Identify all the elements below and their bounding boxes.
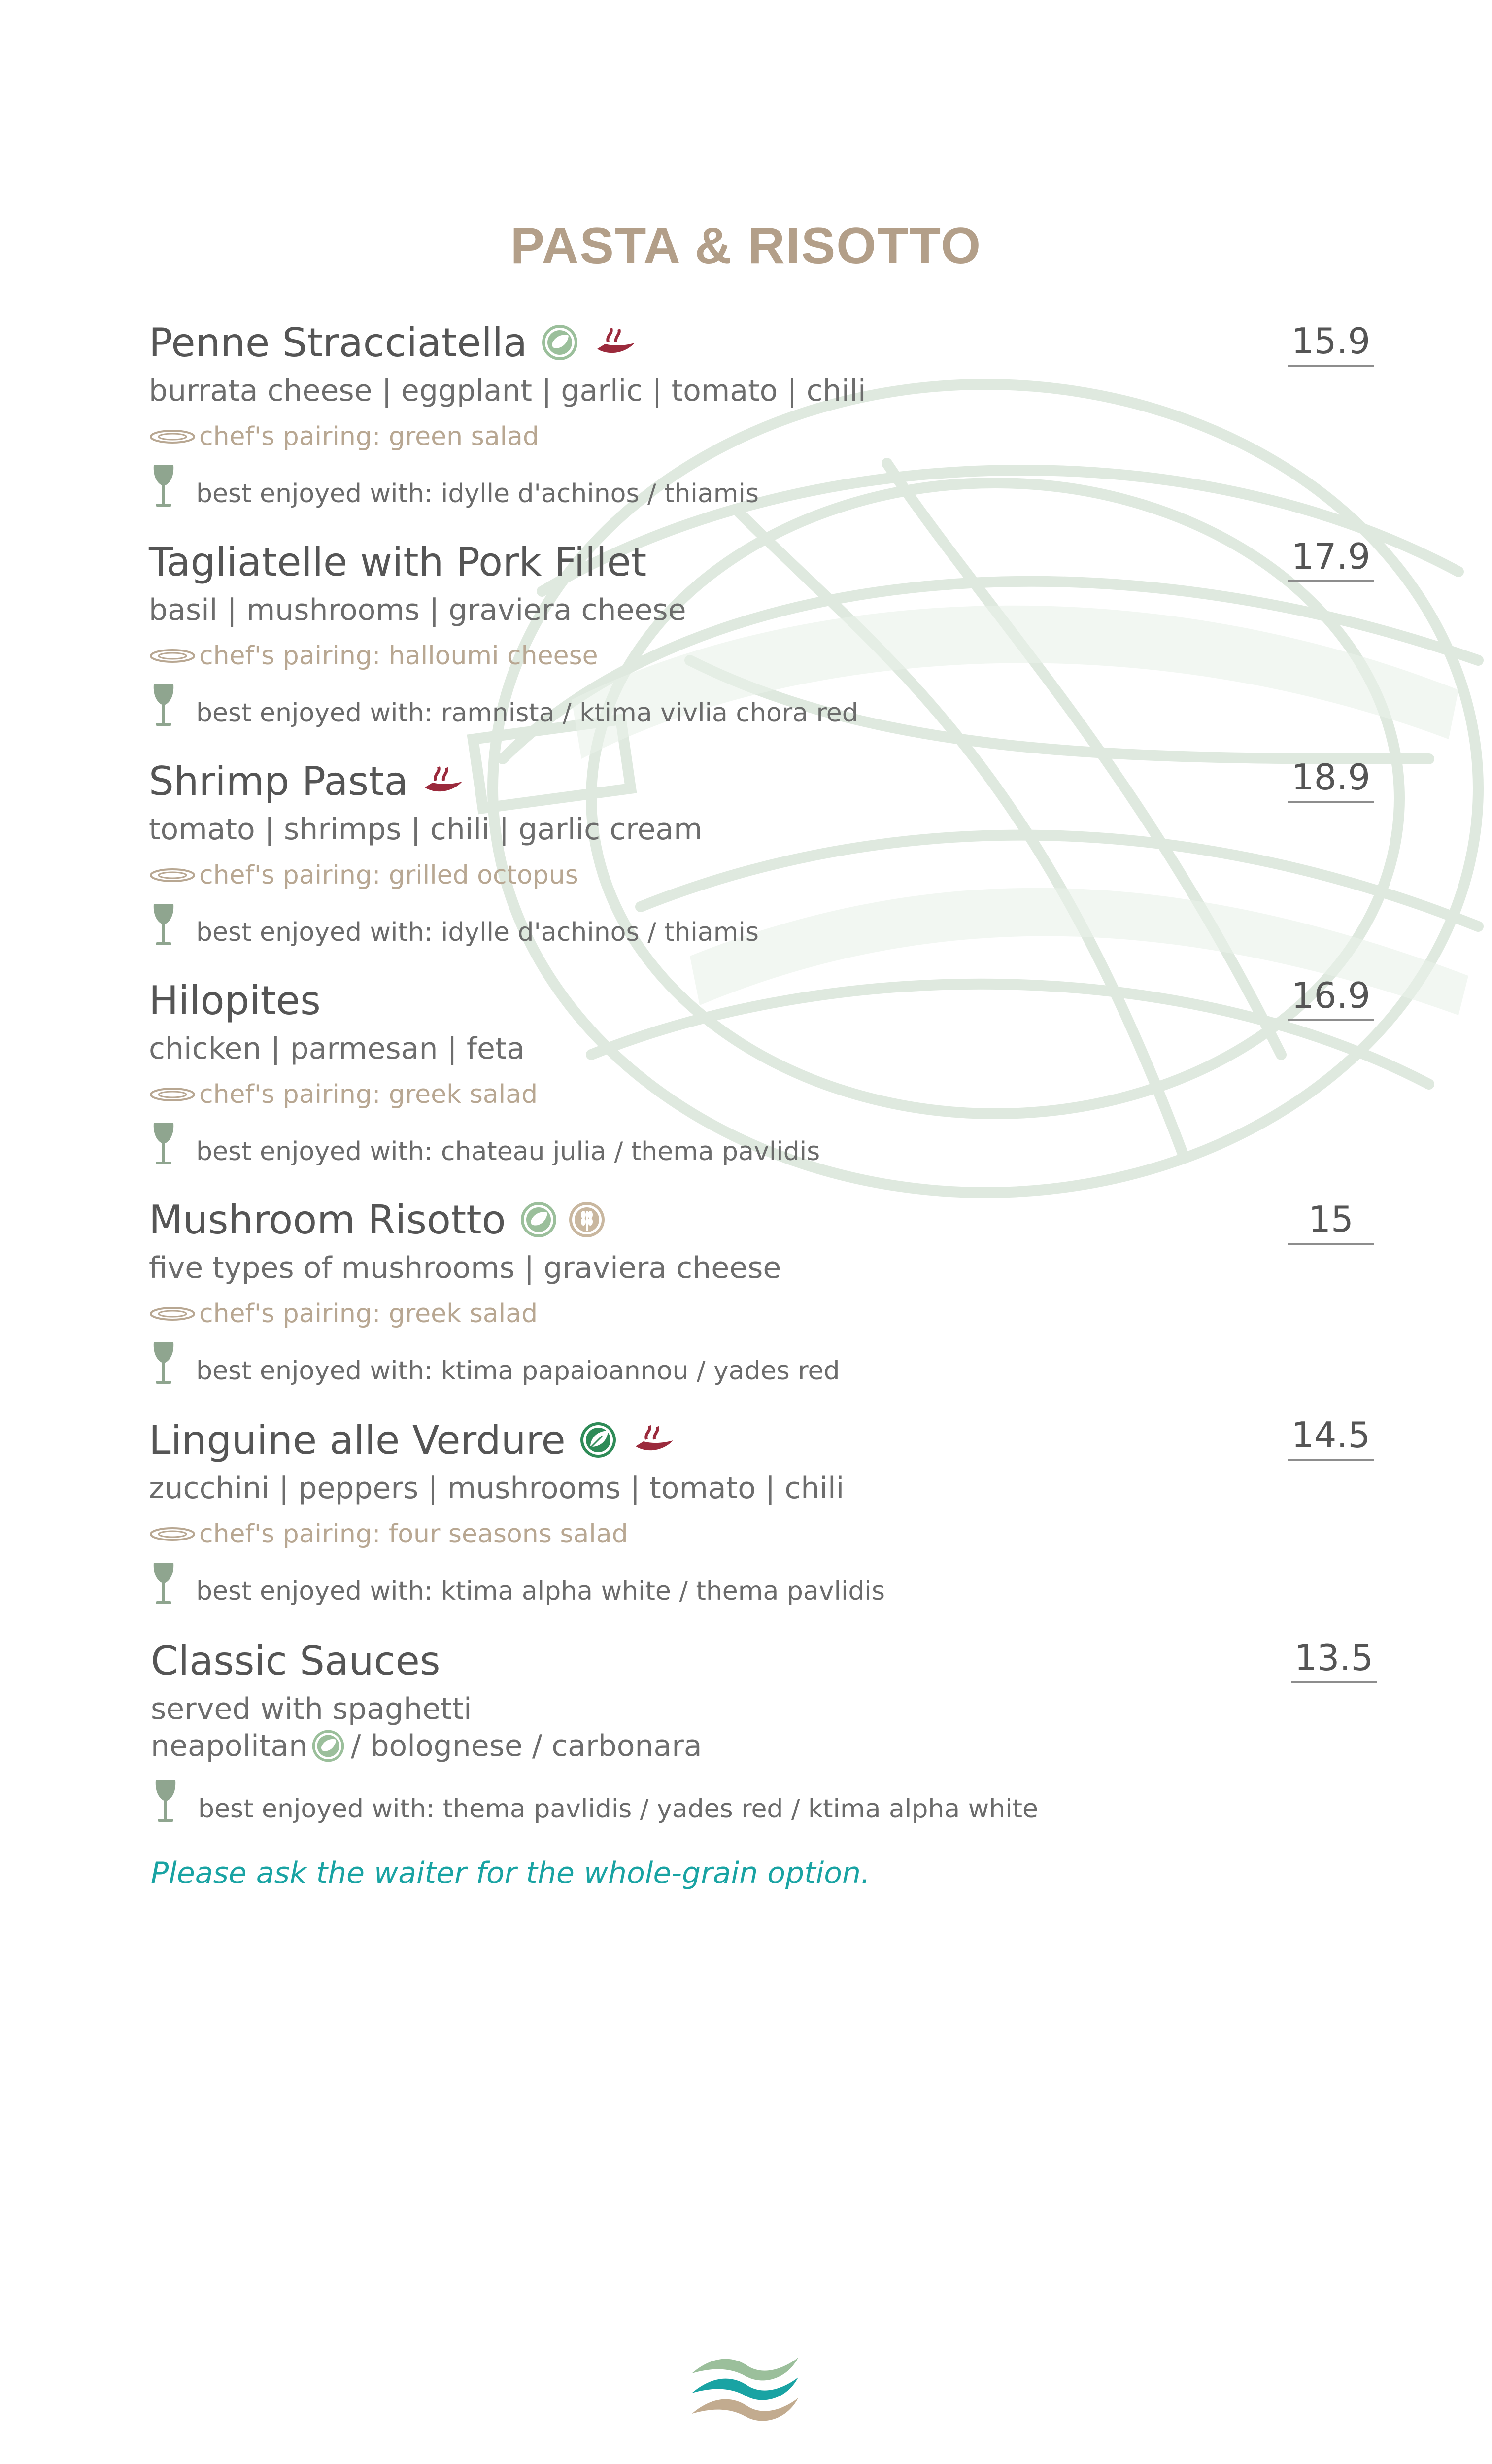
- dish-name: Tagliatelle with Pork Fillet: [149, 539, 647, 585]
- chili-icon: [421, 764, 465, 798]
- wine-pairing: [149, 1561, 1381, 1606]
- wave-logo: [688, 2351, 802, 2429]
- vegetarian-icon: [519, 1200, 558, 1239]
- plate-icon: [149, 1305, 196, 1323]
- price: 18.9: [1288, 756, 1374, 803]
- sauce-others: / bolognese / carbonara: [351, 1729, 702, 1763]
- dish-name: Hilopites: [149, 977, 321, 1024]
- chili-icon: [593, 325, 638, 360]
- wine-glass-icon: [149, 902, 178, 947]
- dish-name: Linguine alle Verdure: [149, 1417, 566, 1463]
- dish-description: chicken | parmesan | feta: [149, 1031, 525, 1066]
- price: 13.5: [1291, 1637, 1377, 1683]
- chef-pairing: [149, 860, 1381, 890]
- wine-text: best enjoyed with: ramnista / ktima vivlia chora red: [196, 698, 858, 728]
- chef-pairing: [149, 1080, 1381, 1109]
- wine-text: best enjoyed with: idylle d'achinos / thiamis: [196, 479, 759, 509]
- menu-item: [151, 1634, 1383, 1824]
- wine-pairing: [151, 1779, 1383, 1824]
- plate-icon: [149, 428, 196, 445]
- dish-name: Shrimp Pasta: [149, 758, 408, 804]
- pairing-text: chef's pairing: halloumi cheese: [199, 641, 598, 671]
- menu-item: [149, 1193, 1381, 1386]
- dish-description: zucchini | peppers | mushrooms | tomato | chili: [149, 1471, 845, 1506]
- wine-glass-icon: [151, 1779, 180, 1824]
- chef-pairing: [149, 641, 1381, 671]
- chef-pairing: [149, 1519, 1381, 1549]
- plate-icon: [149, 647, 196, 665]
- wine-glass-icon: [149, 1561, 178, 1606]
- menu-item: [149, 535, 1381, 728]
- vegetarian-icon: [310, 1728, 346, 1764]
- pairing-text: chef's pairing: grilled octopus: [199, 860, 578, 890]
- wine-glass-icon: [149, 1340, 178, 1386]
- wine-glass-icon: [149, 683, 178, 728]
- vegetarian-icon: [540, 323, 579, 362]
- page-title: PASTA & RISOTTO: [510, 217, 982, 274]
- chef-pairing: [149, 422, 1381, 451]
- dish-description: five types of mushrooms | graviera cheese: [149, 1251, 781, 1285]
- dish-name: Classic Sauces: [151, 1638, 441, 1684]
- dish-description: served with spaghetti: [151, 1692, 472, 1726]
- vegan-icon: [578, 1420, 618, 1460]
- dish-name: Mushroom Risotto: [149, 1197, 506, 1243]
- price: 15.9: [1288, 320, 1374, 367]
- wine-pairing: [149, 1121, 1381, 1166]
- wine-glass-icon: [149, 1121, 178, 1166]
- wine-pairing: [149, 463, 1381, 509]
- gluten-free-icon: [567, 1200, 607, 1239]
- wine-glass-icon: [149, 463, 178, 509]
- chili-icon: [632, 1423, 676, 1457]
- plate-icon: [149, 1525, 196, 1543]
- price: 15: [1288, 1198, 1374, 1245]
- menu-item: [149, 315, 1381, 509]
- price: 16.9: [1288, 975, 1374, 1021]
- dish-description: tomato | shrimps | chili | garlic cream: [149, 812, 703, 847]
- price: 17.9: [1288, 536, 1374, 582]
- pairing-text: chef's pairing: four seasons salad: [199, 1519, 628, 1549]
- dish-description: burrata cheese | eggplant | garlic | tomato | chili: [149, 374, 866, 408]
- menu-item: [149, 1413, 1381, 1606]
- wine-pairing: [149, 1340, 1381, 1386]
- plate-icon: [149, 866, 196, 884]
- dish-description: basil | mushrooms | graviera cheese: [149, 593, 686, 627]
- pairing-text: chef's pairing: greek salad: [199, 1299, 538, 1329]
- wine-pairing: [149, 683, 1381, 728]
- wine-text: best enjoyed with: ktima papaioannou / yades red: [196, 1356, 840, 1386]
- dish-name: Penne Stracciatella: [149, 319, 528, 366]
- sauce-neapolitan: neapolitan: [151, 1729, 308, 1763]
- wine-text: best enjoyed with: chateau julia / thema pavlidis: [196, 1137, 820, 1166]
- wine-text: best enjoyed with: idylle d'achinos / thiamis: [196, 918, 759, 947]
- wine-text: best enjoyed with: ktima alpha white / thema pavlidis: [196, 1576, 885, 1606]
- pairing-text: chef's pairing: greek salad: [199, 1080, 538, 1109]
- menu-item: [149, 754, 1381, 947]
- menu-item: [149, 973, 1381, 1166]
- pairing-text: chef's pairing: green salad: [199, 422, 539, 451]
- sauce-options: [151, 1728, 1383, 1764]
- wine-pairing: [149, 902, 1381, 947]
- plate-icon: [149, 1086, 196, 1103]
- chef-pairing: [149, 1299, 1381, 1329]
- price: 14.5: [1288, 1414, 1374, 1461]
- wine-text: best enjoyed with: thema pavlidis / yades red / ktima alpha white: [198, 1794, 1039, 1824]
- whole-grain-note: Please ask the waiter for the whole-grain option.: [151, 1856, 871, 1890]
